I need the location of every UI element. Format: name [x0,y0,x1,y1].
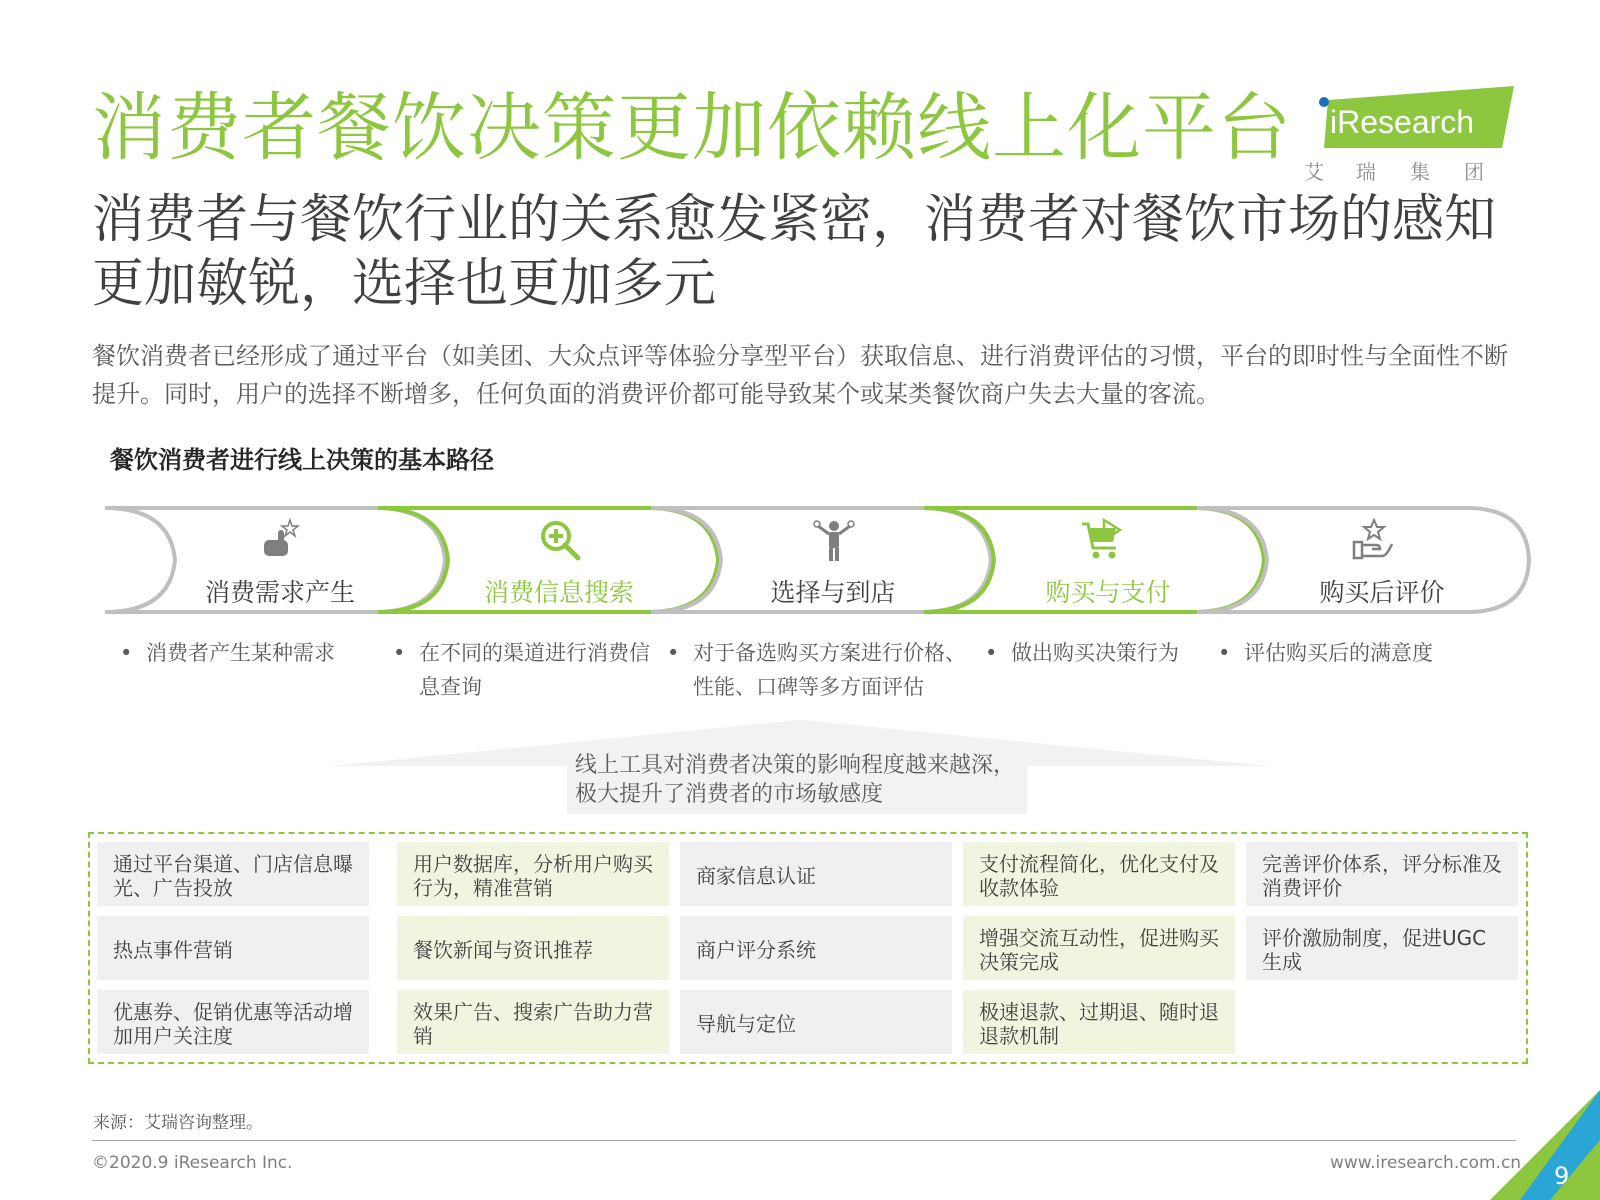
source-note: 来源：艾瑞咨询整理。 [93,1113,263,1133]
copyright: ©2020.9 iResearch Inc. [92,1153,293,1173]
stage-desc-5 [1218,636,1504,670]
stage-desc-text: 评估购买后的满意度 [1244,641,1433,665]
diagram-title: 餐饮消费者进行线上决策的基本路径 [110,446,494,474]
grid-cell: 完善评价体系，评分标准及消费评价 [1246,842,1518,906]
cart-icon [1080,518,1124,562]
grid-cell: 通过平台渠道、门店信息曝光、广告投放 [97,842,369,906]
stage-desc-4 [985,636,1251,670]
logo-sub-4: 团 [1464,160,1484,184]
page-title: 消费者餐饮决策更加依赖线上化平台 [92,85,1292,171]
stage-desc-text: 消费者产生某种需求 [146,641,335,665]
hand-star-icon [1352,518,1396,562]
grid-cell: 餐饮新闻与资讯推荐 [397,916,669,980]
bullet: • [1218,641,1231,665]
grid-cell: 优惠券、促销优惠等活动增加用户关注度 [97,990,369,1054]
stage-desc-text: 对于备选购买方案进行价格、性能、口碑等多方面评估 [693,641,966,699]
grid-cell: 用户数据库，分析用户购买行为，精准营销 [397,842,669,906]
grid-cell: 效果广告、搜索广告助力营销 [397,990,669,1054]
person-choice-icon [812,518,856,562]
grid-cell: 评价激励制度，促进UGC生成 [1246,916,1518,980]
website-link[interactable]: www.iresearch.com.cn [1330,1153,1522,1173]
bullet: • [393,641,406,665]
bullet: • [120,641,133,665]
grid-cell: 增强交流互动性，促进购买决策完成 [963,916,1235,980]
corner-decoration [1480,1080,1600,1200]
logo-mark [1316,86,1516,156]
body-paragraph: 餐饮消费者已经形成了通过平台（如美团、大众点评等体验分享型平台）获取信息、进行消费评估的习惯，平台的即时性与全面性不断提升。同时，用户的选择不断增多，任何负面的消费评价都可能导致某个或某类餐饮商户失去大量的客流。 [92,342,1508,408]
stage-desc-text: 在不同的渠道进行消费信息查询 [419,641,650,699]
grid-cell: 热点事件营销 [97,916,369,980]
logo-sub-3: 集 [1410,160,1430,184]
page-number: 9 [1554,1162,1570,1190]
impact-callout: 线上工具对消费者决策的影响程度越来越深，极大提升了消费者的市场敏感度 [567,748,1027,814]
stage-label-2: 消费信息搜索 [483,578,634,607]
grid-cell: 支付流程简化，优化支付及收款体验 [963,842,1235,906]
logo-sub-1: 艾 [1304,160,1324,184]
grid-cell: 商户评分系统 [680,916,952,980]
grid-cell: 商家信息认证 [680,842,952,906]
bullet: • [985,641,998,665]
logo-text: iResearch [1330,104,1475,140]
stage-label-5: 购买后评价 [1319,578,1445,607]
magnifier-plus-icon [538,518,582,562]
grid-cell: 导航与定位 [680,990,952,1054]
stage-desc-3 [667,636,983,704]
stage-desc-text: 做出购买决策行为 [1011,641,1179,665]
stage-label-4: 购买与支付 [1045,578,1171,607]
iresearch-logo [1304,86,1516,186]
grid-cell: 极速退款、过期退、随时退退款机制 [963,990,1235,1054]
page-subtitle: 消费者与餐饮行业的关系愈发紧密，消费者对餐饮市场的感知更加敏锐，选择也更加多元 [92,190,1497,314]
bullet: • [667,641,680,665]
logo-sub-2: 瑞 [1356,160,1376,184]
footer-divider [92,1140,1516,1141]
stage-desc-1 [120,636,386,670]
stage-desc-2 [393,636,659,704]
stage-label-3: 选择与到店 [770,578,896,607]
hand-sparkle-icon [258,518,302,562]
stage-label-1: 消费需求产生 [204,578,355,607]
